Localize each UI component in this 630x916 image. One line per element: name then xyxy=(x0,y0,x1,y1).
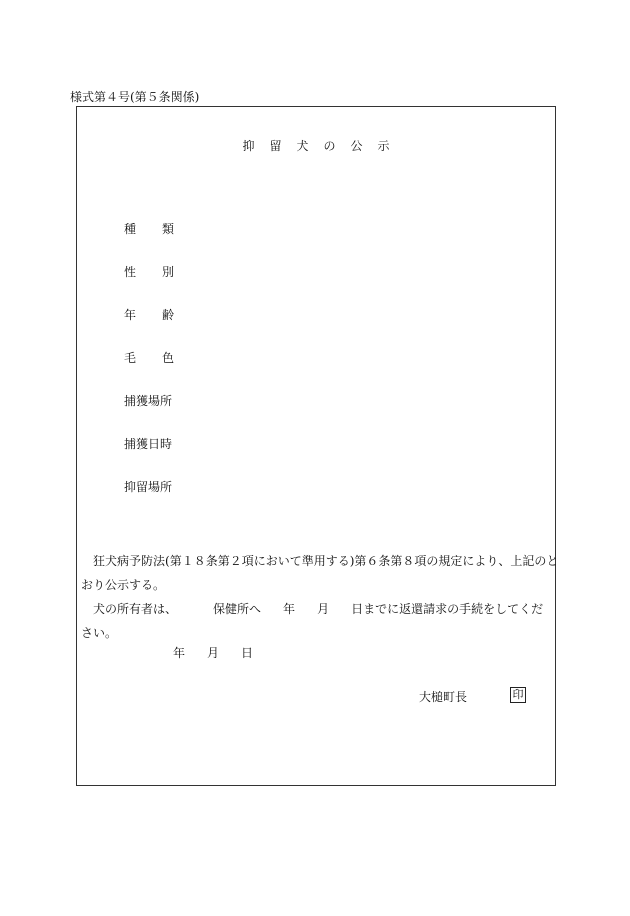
owner-text-deadline: 日までに返還請求の手続をしてくだ xyxy=(351,602,544,616)
legal-basis-text-1: 狂犬病予防法(第１８条第２項において準用する)第６条第８項の規定により、上記のと xyxy=(93,554,559,568)
field-capture-datetime: 捕獲日時 xyxy=(124,437,173,451)
legal-basis-paragraph xyxy=(81,549,559,597)
field-sex-char-2: 別 xyxy=(161,265,174,279)
owner-instruction-paragraph xyxy=(81,597,553,645)
owner-instruction-line-1 xyxy=(81,597,553,621)
owner-text-1: 犬の所有者は、 xyxy=(93,602,178,616)
form-number-label: 様式第４号(第５条関係) xyxy=(70,90,200,104)
date-year: 年 xyxy=(173,646,186,660)
field-age-char-2: 齢 xyxy=(161,308,174,322)
field-sex-char-1: 性 xyxy=(124,265,137,279)
field-capture-place: 捕獲場所 xyxy=(124,394,173,408)
date-day: 日 xyxy=(241,646,254,660)
seal-mark: 印 xyxy=(510,687,526,703)
field-coat-color xyxy=(124,349,174,366)
legal-basis-line-1 xyxy=(81,549,559,573)
owner-text-health-center: 保健所へ xyxy=(213,602,262,616)
field-detention-place: 抑留場所 xyxy=(124,480,173,494)
mayor-title: 大槌町長 xyxy=(419,690,468,704)
field-coat-color-char-2: 色 xyxy=(161,351,174,365)
field-age xyxy=(124,306,174,323)
notice-title: 抑留犬の公示 xyxy=(242,139,405,153)
owner-text-year: 年 xyxy=(283,602,296,616)
notice-frame xyxy=(76,106,559,786)
field-type-char-2: 類 xyxy=(161,222,174,236)
notice-date-line xyxy=(173,644,253,661)
legal-basis-line-2: おり公示する。 xyxy=(81,578,166,592)
owner-text-month: 月 xyxy=(317,602,330,616)
field-sex xyxy=(124,263,174,280)
field-type xyxy=(124,220,174,237)
date-month: 月 xyxy=(207,646,220,660)
field-age-char-1: 年 xyxy=(124,308,137,322)
field-type-char-1: 種 xyxy=(124,222,137,236)
field-coat-color-char-1: 毛 xyxy=(124,351,137,365)
owner-instruction-line-2: さい。 xyxy=(81,626,118,640)
